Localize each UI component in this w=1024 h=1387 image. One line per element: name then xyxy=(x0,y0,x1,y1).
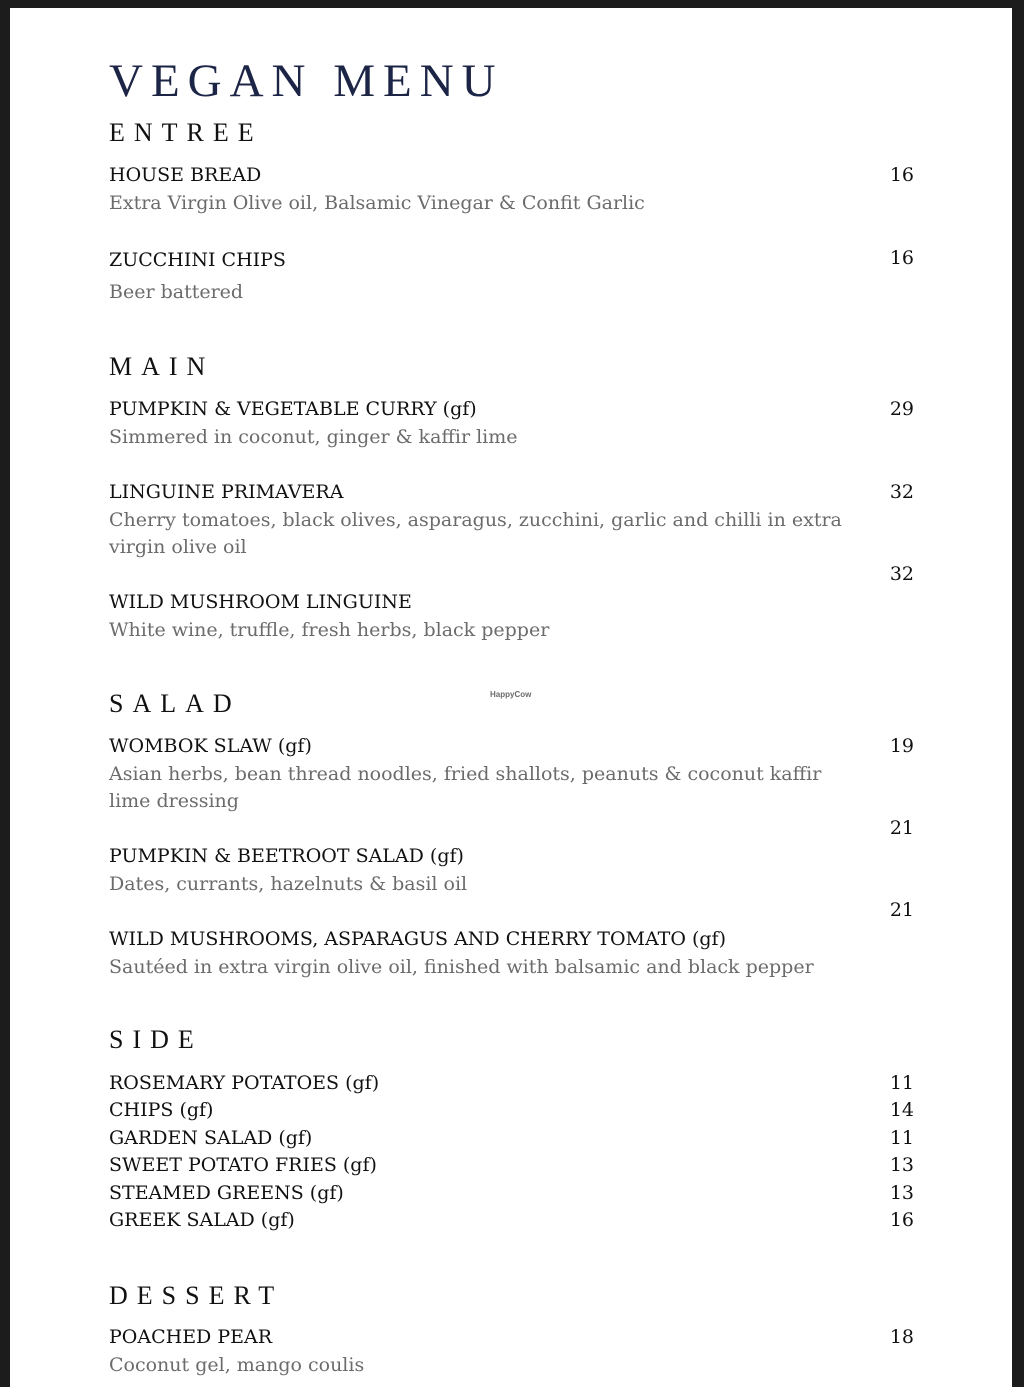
item-name: WOMBOK SLAW (gf) xyxy=(109,735,312,757)
item-description: White wine, truffle, fresh herbs, black pepper xyxy=(109,619,550,641)
section-heading-main: MAIN xyxy=(109,352,215,381)
item-price: 14 xyxy=(889,1099,914,1121)
item-description: Coconut gel, mango coulis xyxy=(109,1354,365,1376)
item-name: CHIPS (gf) xyxy=(109,1099,214,1121)
item-name: GREEK SALAD (gf) xyxy=(109,1209,295,1231)
item-name: PUMPKIN & BEETROOT SALAD (gf) xyxy=(109,845,464,867)
item-description: Sautéed in extra virgin olive oil, finished with balsamic and black pepper xyxy=(109,956,814,978)
item-name: POACHED PEAR xyxy=(109,1326,273,1348)
item-price: 21 xyxy=(889,817,914,839)
item-name: WILD MUSHROOMS, ASPARAGUS AND CHERRY TOMATO (gf) xyxy=(109,928,726,950)
item-name: GARDEN SALAD (gf) xyxy=(109,1127,313,1149)
section-heading-entree: ENTREE xyxy=(109,118,263,147)
item-name: ZUCCHINI CHIPS xyxy=(109,249,286,271)
item-price: 32 xyxy=(889,481,914,503)
item-price: 13 xyxy=(889,1154,914,1176)
item-price: 11 xyxy=(889,1072,914,1094)
item-price: 29 xyxy=(889,398,914,420)
watermark: HappyCow xyxy=(490,690,532,699)
item-price: 13 xyxy=(889,1182,914,1204)
item-description: Extra Virgin Olive oil, Balsamic Vinegar & Confit Garlic xyxy=(109,192,645,214)
menu-page xyxy=(10,8,1012,1387)
item-description: Simmered in coconut, ginger & kaffir lime xyxy=(109,426,518,448)
item-price: 11 xyxy=(889,1127,914,1149)
item-name: LINGUINE PRIMAVERA xyxy=(109,481,344,503)
item-price: 32 xyxy=(889,563,914,585)
section-heading-side: SIDE xyxy=(109,1025,203,1054)
item-name: HOUSE BREAD xyxy=(109,164,262,186)
item-name: STEAMED GREENS (gf) xyxy=(109,1182,344,1204)
item-name: PUMPKIN & VEGETABLE CURRY (gf) xyxy=(109,398,477,420)
item-price: 16 xyxy=(889,164,914,186)
menu-title: VEGAN MENU xyxy=(109,55,504,107)
item-price: 18 xyxy=(889,1326,914,1348)
item-description: Cherry tomatoes, black olives, asparagus, zucchini, garlic and chilli in extra virgin olive oil xyxy=(109,509,842,558)
item-price: 21 xyxy=(889,899,914,921)
item-price: 19 xyxy=(889,735,914,757)
item-description: Beer battered xyxy=(109,281,244,303)
item-name: ROSEMARY POTATOES (gf) xyxy=(109,1072,380,1094)
item-description: Asian herbs, bean thread noodles, fried shallots, peanuts & coconut kaffir lime dressing xyxy=(109,763,822,812)
section-heading-salad: SALAD xyxy=(109,689,241,718)
section-heading-dessert: DESSERT xyxy=(109,1281,284,1310)
item-name: WILD MUSHROOM LINGUINE xyxy=(109,591,412,613)
item-price: 16 xyxy=(889,1209,914,1231)
item-price: 16 xyxy=(889,247,914,269)
item-description: Dates, currants, hazelnuts & basil oil xyxy=(109,873,468,895)
item-name: SWEET POTATO FRIES (gf) xyxy=(109,1154,377,1176)
